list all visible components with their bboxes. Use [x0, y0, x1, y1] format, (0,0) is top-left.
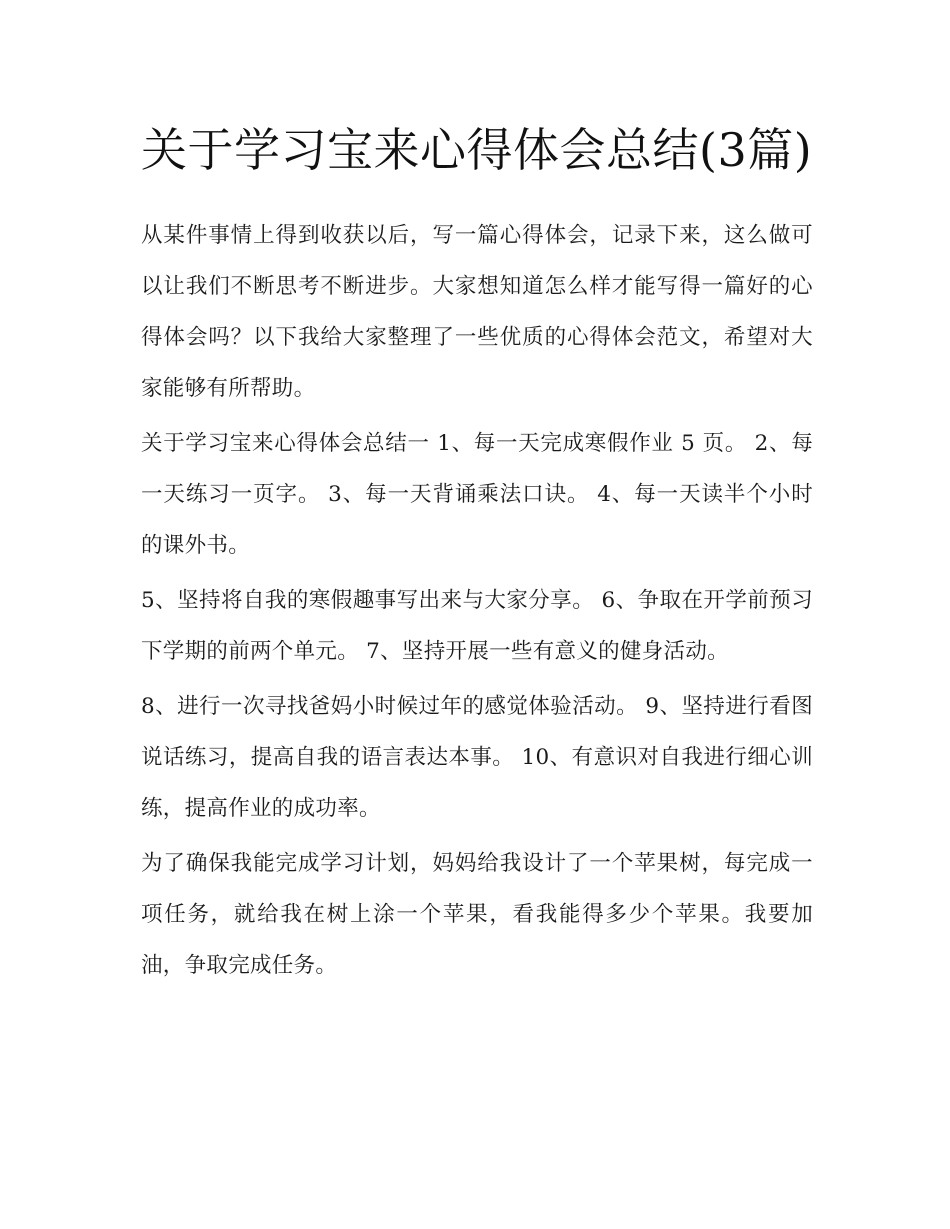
closing-paragraph: 为了确保我能完成学习计划，妈妈给我设计了一个苹果树，每完成一项任务，就给我在树上涂一个苹果，看我能得多少个苹果。我要加油，争取完成任务。 — [141, 851, 813, 978]
intro-paragraph: 从某件事情上得到收获以后，写一篇心得体会，记录下来，这么做可以让我们不断思考不断进步。大家想知道怎么样才能写得一篇好的心得体会吗？以下我给大家整理了一些优质的心得体会范文，希望对大家能够有所帮助。 — [141, 223, 813, 401]
plan-paragraph-1: 关于学习宝来心得体会总结一 1、每一天完成寒假作业 5 页。 2、每一天练习一页字。 3、每一天背诵乘法口诀。 4、每一天读半个小时的课外书。 — [141, 431, 813, 558]
document-title: 关于学习宝来心得体会总结(3篇) — [141, 123, 813, 177]
plan-paragraph-2: 5、坚持将自我的寒假趣事写出来与大家分享。 6、争取在开学前预习下学期的前两个单元。 7、坚持开展一些有意义的健身活动。 — [141, 588, 813, 664]
document-body — [141, 112, 813, 995]
plan-paragraph-3: 8、进行一次寻找爸妈小时候过年的感觉体验活动。 9、坚持进行看图说话练习，提高自我的语言表达本事。 10、有意识对自我进行细心训练，提高作业的成功率。 — [141, 694, 813, 821]
